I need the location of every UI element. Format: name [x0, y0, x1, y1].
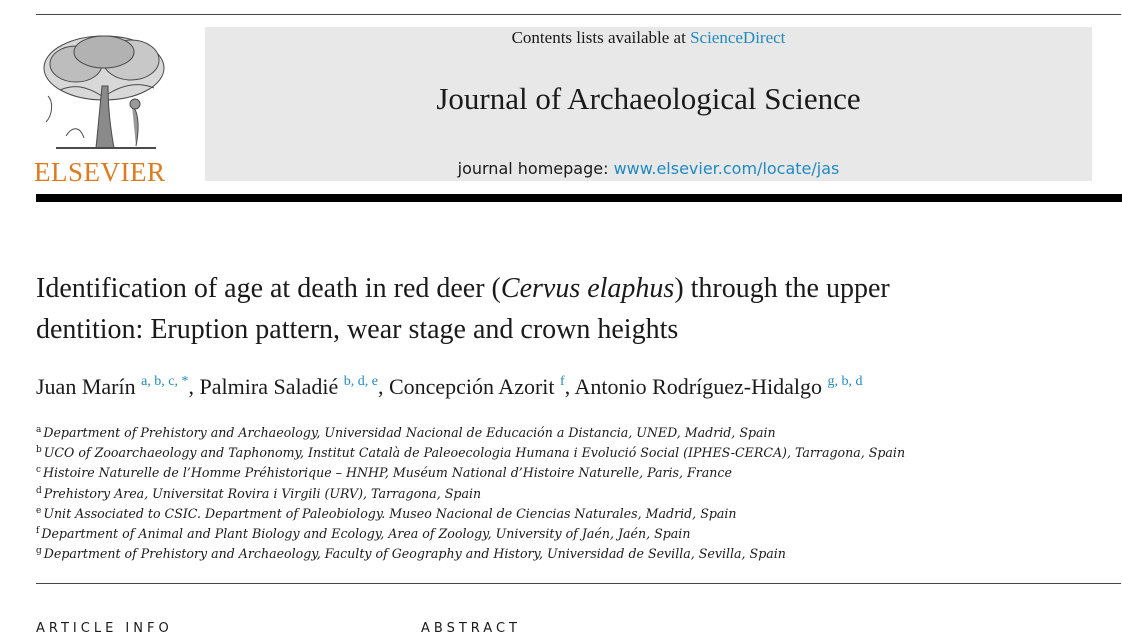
title-part-1: Identification of age at death in red deer ( — [36, 273, 501, 304]
author-name[interactable]: Palmira Saladié — [199, 374, 339, 399]
contents-prefix: Contents lists available at — [511, 28, 691, 47]
article-info-heading: ARTICLE INFO — [36, 621, 173, 636]
journal-masthead — [205, 27, 1092, 181]
affiliation-text: Histoire Naturelle de l’Homme Préhistorique – HNHP, Muséum National d’Histoire Naturelle, Paris, France — [43, 465, 732, 481]
affiliation-text: Department of Animal and Plant Biology and Ecology, Area of Zoology, University of Jaén, Jaén, Spain — [41, 526, 691, 542]
author-marks[interactable]: f — [560, 374, 565, 389]
author-separator: , — [564, 374, 575, 399]
author-marks[interactable]: a, b, c, * — [141, 374, 189, 389]
affiliation-item — [36, 544, 1116, 564]
title-part-2: ) through the upper — [674, 273, 890, 304]
affiliation-mark: f — [36, 526, 40, 537]
title-line-2: dentition: Eruption pattern, wear stage and crown heights — [36, 314, 679, 345]
author-name[interactable]: Juan Marín — [36, 374, 136, 399]
affiliation-item — [36, 524, 1116, 544]
abstract-heading: ABSTRACT — [421, 621, 521, 636]
top-rule — [36, 14, 1121, 15]
contents-line — [205, 28, 1092, 48]
section-divider — [36, 583, 1121, 584]
author-name[interactable]: Antonio Rodríguez-Hidalgo — [574, 374, 822, 399]
author-list — [36, 371, 1116, 403]
header-divider — [36, 194, 1122, 202]
homepage-prefix: journal homepage: — [457, 159, 614, 178]
journal-homepage — [205, 159, 1092, 179]
author-marks[interactable]: g, b, d — [827, 374, 863, 389]
author-separator: , — [188, 374, 200, 399]
affiliation-mark: e — [36, 505, 42, 516]
journal-title[interactable]: Journal of Archaeological Science — [436, 81, 861, 116]
affiliation-mark: c — [36, 465, 42, 476]
affiliation-text: Department of Prehistory and Archaeology, Universidad Nacional de Educación a Distancia, UNED, Madrid, Spain — [43, 425, 776, 440]
tree-icon — [36, 26, 172, 156]
affiliation-list — [36, 423, 1116, 564]
sciencedirect-link[interactable]: ScienceDirect — [690, 28, 786, 47]
affiliation-mark: g — [36, 546, 42, 557]
elsevier-logo[interactable] — [34, 26, 174, 186]
affiliation-text: Unit Associated to CSIC. Department of Paleobiology. Museo Nacional de Ciencias Naturales, Madrid, Spain — [43, 505, 737, 521]
affiliation-item — [36, 443, 1116, 463]
affiliation-item — [36, 504, 1116, 524]
author-separator: , — [377, 374, 389, 399]
affiliation-item — [36, 463, 1116, 483]
affiliation-text: UCO of Zooarchaeology and Taphonomy, Institut Català de Paleoecologia Humana i Evolució Social (IPHES-CERCA), Tarragona, Spain — [43, 445, 906, 461]
affiliation-text: Prehistory Area, Universitat Rovira i Virgili (URV), Tarragona, Spain — [43, 485, 482, 501]
affiliation-item — [36, 423, 1116, 443]
title-species: Cervus elaphus — [500, 273, 675, 304]
affiliation-item — [36, 484, 1116, 504]
affiliation-text: Department of Prehistory and Archaeology, Faculty of Geography and History, Universidad de Sevilla, Sevilla, Spain — [43, 546, 786, 562]
affiliation-mark: b — [36, 445, 42, 456]
author-name[interactable]: Concepción Azorit — [388, 374, 555, 399]
affiliation-mark: d — [36, 485, 42, 496]
author-marks[interactable]: b, d, e — [343, 374, 378, 389]
homepage-link[interactable]: www.elsevier.com/locate/jas — [613, 159, 840, 178]
affiliation-mark: a — [36, 425, 42, 435]
article-title — [36, 268, 1116, 350]
publisher-name: ELSEVIER — [34, 157, 166, 187]
